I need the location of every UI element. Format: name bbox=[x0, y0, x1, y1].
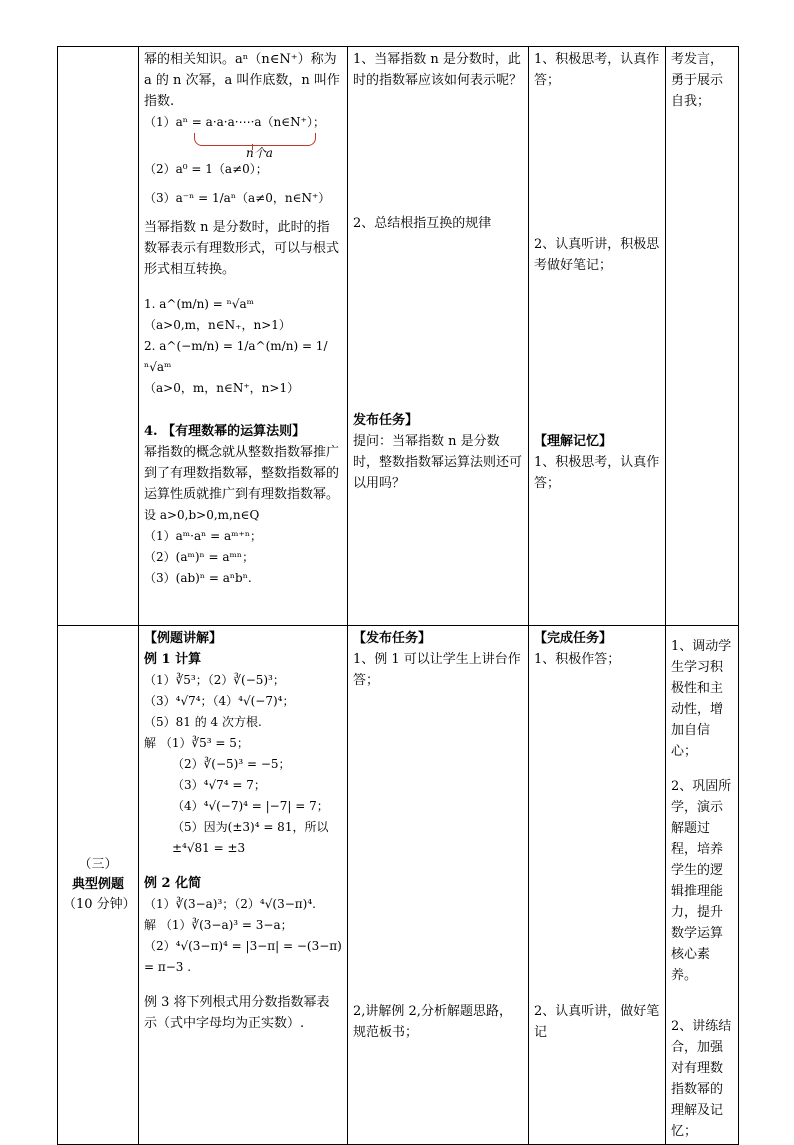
section-title: 典型例题 bbox=[71, 877, 124, 892]
section-heading: 4. 【有理数幂的运算法则】 bbox=[144, 424, 306, 439]
formula-line: （1）aⁿ = a·a·a·⋯·a（n∈N⁺）； bbox=[144, 115, 325, 129]
section-heading: 【发布任务】 bbox=[353, 631, 432, 646]
table-row bbox=[58, 626, 739, 1145]
formula-line: 设 a>0,b>0,m,n∈Q bbox=[144, 508, 260, 522]
formula-line: （4）⁴√(−7)⁴ = |−7| = 7； bbox=[172, 799, 329, 813]
formula-line: （3）a⁻ⁿ = 1/aⁿ（a≠0，n∈N⁺） bbox=[144, 191, 331, 205]
formula-line: （3）⁴√7⁴ = 7； bbox=[172, 778, 266, 792]
content-cell bbox=[139, 626, 348, 1145]
formula-line: （1）∛(3−a)³；（2）⁴√(3−π)⁴. bbox=[144, 897, 316, 911]
formula-line: （3）(ab)ⁿ = aⁿbⁿ. bbox=[144, 571, 252, 585]
paragraph: 1、积极作答； bbox=[534, 652, 621, 667]
paragraph: 1、当幂指数 n 是分数时，此时的指数幂应该如何表示呢？ bbox=[353, 52, 523, 88]
section-number: （三） bbox=[78, 857, 118, 872]
brace-label: n个a bbox=[246, 146, 273, 160]
table-row bbox=[58, 47, 739, 626]
paragraph: 2、总结根指互换的规律 bbox=[353, 216, 492, 231]
paragraph: 1、积极思考，认真作答； bbox=[534, 52, 660, 88]
formula-line: （2）∛(−5)³ = −5； bbox=[172, 757, 291, 771]
student-activity-cell bbox=[529, 47, 666, 626]
formula-line: 解 （1）∛(3−a)³ = 3−a； bbox=[144, 918, 293, 932]
formula-line: （1）aᵐ·aⁿ = aᵐ⁺ⁿ； bbox=[144, 529, 263, 543]
formula-line: （3）⁴√7⁴；（4）⁴√(−7)⁴； bbox=[144, 694, 295, 708]
example-title: 例 2 化简 bbox=[144, 876, 202, 891]
formula-line: 2. a^(−m/n) = 1/a^(m/n) = 1/ⁿ√aᵐ bbox=[144, 339, 328, 374]
paragraph: 当幂指数 n 是分数时，此时的指数幂表示有理数形式，可以与根式形式相互转换。 bbox=[144, 220, 340, 277]
formula-line: （1）∛5³；（2）∛(−5)³； bbox=[144, 673, 285, 687]
paragraph: 1、例 1 可以让学生上讲台作答； bbox=[353, 652, 521, 688]
paragraph: 1、积极思考，认真作答； bbox=[534, 455, 660, 491]
example-title: 例 1 计算 bbox=[144, 652, 202, 667]
paragraph: 幂的相关知识。aⁿ（n∈N⁺）称为 a 的 n 次幂，a 叫作底数，n 叫作指数. bbox=[144, 52, 340, 109]
paragraph: 2、认真听讲，积极思考做好笔记； bbox=[534, 237, 660, 273]
paragraph: 2、巩固所学，演示解题过程，培养学生的逻辑推理能力，提升数学运算核心素养。 bbox=[671, 779, 732, 983]
formula-line: （2）⁴√(3−π)⁴ = |3−π| = −(3−π) = π−3 . bbox=[144, 939, 342, 974]
formula-line: （5）因为(±3)⁴ = 81，所以 ±⁴√81 = ±3 bbox=[172, 820, 329, 855]
intent-cell bbox=[666, 626, 739, 1145]
paragraph: 例 3 将下列根式用分数指数幂表示（式中字母均为正实数）. bbox=[144, 995, 330, 1031]
paragraph: 2、认真听讲，做好笔记 bbox=[534, 1004, 660, 1040]
section-heading: 【理解记忆】 bbox=[534, 434, 613, 449]
section-heading: 发布任务】 bbox=[353, 413, 419, 428]
section-heading: 【完成任务】 bbox=[534, 631, 613, 646]
teacher-activity-cell bbox=[348, 47, 529, 626]
paragraph: 考发言，勇于展示自我； bbox=[671, 52, 724, 109]
paragraph: 幂指数的概念就从整数指数幂推广到了有理数指数幂，整数指数幂的运算性质就推广到有理数指数幂。 bbox=[144, 445, 340, 502]
section-cell bbox=[58, 626, 139, 1145]
teacher-activity-cell bbox=[348, 626, 529, 1145]
formula-line: （2）(aᵐ)ⁿ = aᵐⁿ； bbox=[144, 550, 255, 564]
section-cell bbox=[58, 47, 139, 626]
lesson-plan-table bbox=[57, 46, 739, 1145]
paragraph: 2,讲解例 2,分析解题思路，规范板书； bbox=[353, 1004, 512, 1040]
paragraph: 提问：当幂指数 n 是分数时，整数指数幂运算法则还可以用吗？ bbox=[353, 434, 523, 491]
formula-line: （a>0，m，n∈N⁺，n>1） bbox=[144, 381, 300, 395]
paragraph: 1、调动学生学习积极性和主动性，增加自信心； bbox=[671, 639, 732, 759]
formula-line: 解 （1）∛5³ = 5； bbox=[144, 736, 249, 750]
formula-line: （5）81 的 4 次方根. bbox=[144, 715, 262, 729]
content-cell bbox=[139, 47, 348, 626]
section-time: （10 分钟） bbox=[63, 897, 136, 912]
paragraph: 2、讲练结合，加强对有理数指数幂的理解及记忆； bbox=[671, 1019, 732, 1139]
section-heading: 【例题讲解】 bbox=[144, 631, 223, 646]
formula-line: （2）a⁰ = 1（a≠0）； bbox=[144, 162, 268, 176]
underbrace bbox=[144, 133, 342, 159]
student-activity-cell bbox=[529, 626, 666, 1145]
formula-line: （a>0,m，n∈N₊，n>1） bbox=[144, 318, 291, 332]
formula-line: 1. a^(m/n) = ⁿ√aᵐ bbox=[144, 297, 255, 311]
intent-cell bbox=[666, 47, 739, 626]
